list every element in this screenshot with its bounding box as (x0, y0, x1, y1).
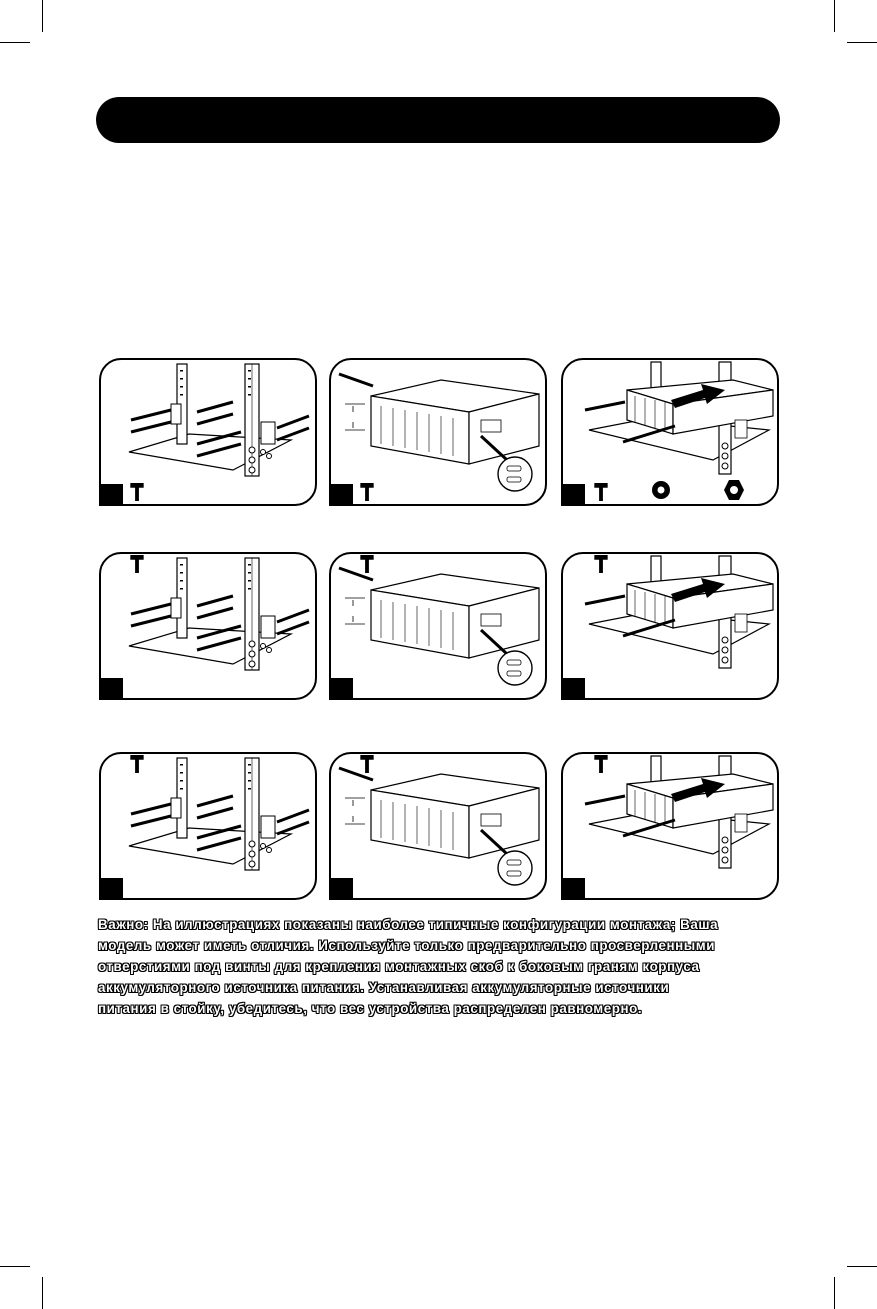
notice-line: Важно: На иллюстрациях показаны наиболее типичные конфигурации монтажа; Ваша (98, 917, 719, 932)
step-number-tab (99, 484, 123, 506)
step-panel-rack-brackets (99, 752, 317, 900)
rack-bracket-illustration (101, 754, 315, 898)
screwdriver-icon (129, 554, 145, 574)
hex-nut-icon (723, 479, 745, 501)
step-panel-unit-ears (329, 358, 547, 506)
crop-mark (42, 1277, 43, 1309)
screwdriver-icon (129, 482, 145, 502)
install-unit-illustration (563, 554, 777, 698)
unit-ears-illustration (331, 754, 545, 898)
notice-line: модель может иметь отличия. Используйте только предварительно просверленными (98, 938, 715, 953)
crop-mark (834, 1277, 835, 1309)
step-panel-rack-brackets (99, 358, 317, 506)
notice-line: отверстиями под винты для крепления монтажных скоб к боковым граням корпуса (98, 959, 700, 974)
crop-mark (834, 0, 835, 32)
unit-ears-illustration (331, 554, 545, 698)
screwdriver-icon (359, 754, 375, 774)
screwdriver-icon (359, 482, 375, 502)
step-panel-rack-brackets (99, 552, 317, 700)
step-number-tab (329, 484, 353, 506)
screwdriver-icon (359, 554, 375, 574)
notice-line: аккумуляторного источника питания. Устанавливая аккумуляторные источники (98, 980, 670, 995)
crop-mark (42, 0, 43, 32)
washer-icon (651, 480, 671, 500)
crop-mark (847, 1266, 877, 1267)
step-number-tab (99, 678, 123, 700)
rack-bracket-illustration (101, 554, 315, 698)
step-number-tab (561, 678, 585, 700)
step-number-tab (99, 878, 123, 900)
step-number-tab (329, 678, 353, 700)
screwdriver-icon (593, 754, 609, 774)
step-panel-install-unit (561, 752, 779, 900)
crop-mark (0, 42, 30, 43)
step-number-tab (561, 484, 585, 506)
step-number-tab (329, 878, 353, 900)
screwdriver-icon (593, 554, 609, 574)
install-unit-illustration (563, 754, 777, 898)
crop-mark (0, 1266, 30, 1267)
important-notice (98, 914, 780, 1019)
step-panel-unit-ears (329, 752, 547, 900)
step-panel-install-unit (561, 358, 779, 506)
step-panel-unit-ears (329, 552, 547, 700)
crop-mark (847, 42, 877, 43)
screwdriver-icon (129, 754, 145, 774)
step-number-tab (561, 878, 585, 900)
step-panel-install-unit (561, 552, 779, 700)
notice-line: питания в стойку, убедитесь, что вес устройства распределен равномерно. (98, 1001, 643, 1016)
section-header-bar (96, 97, 780, 143)
screwdriver-icon (593, 482, 609, 502)
